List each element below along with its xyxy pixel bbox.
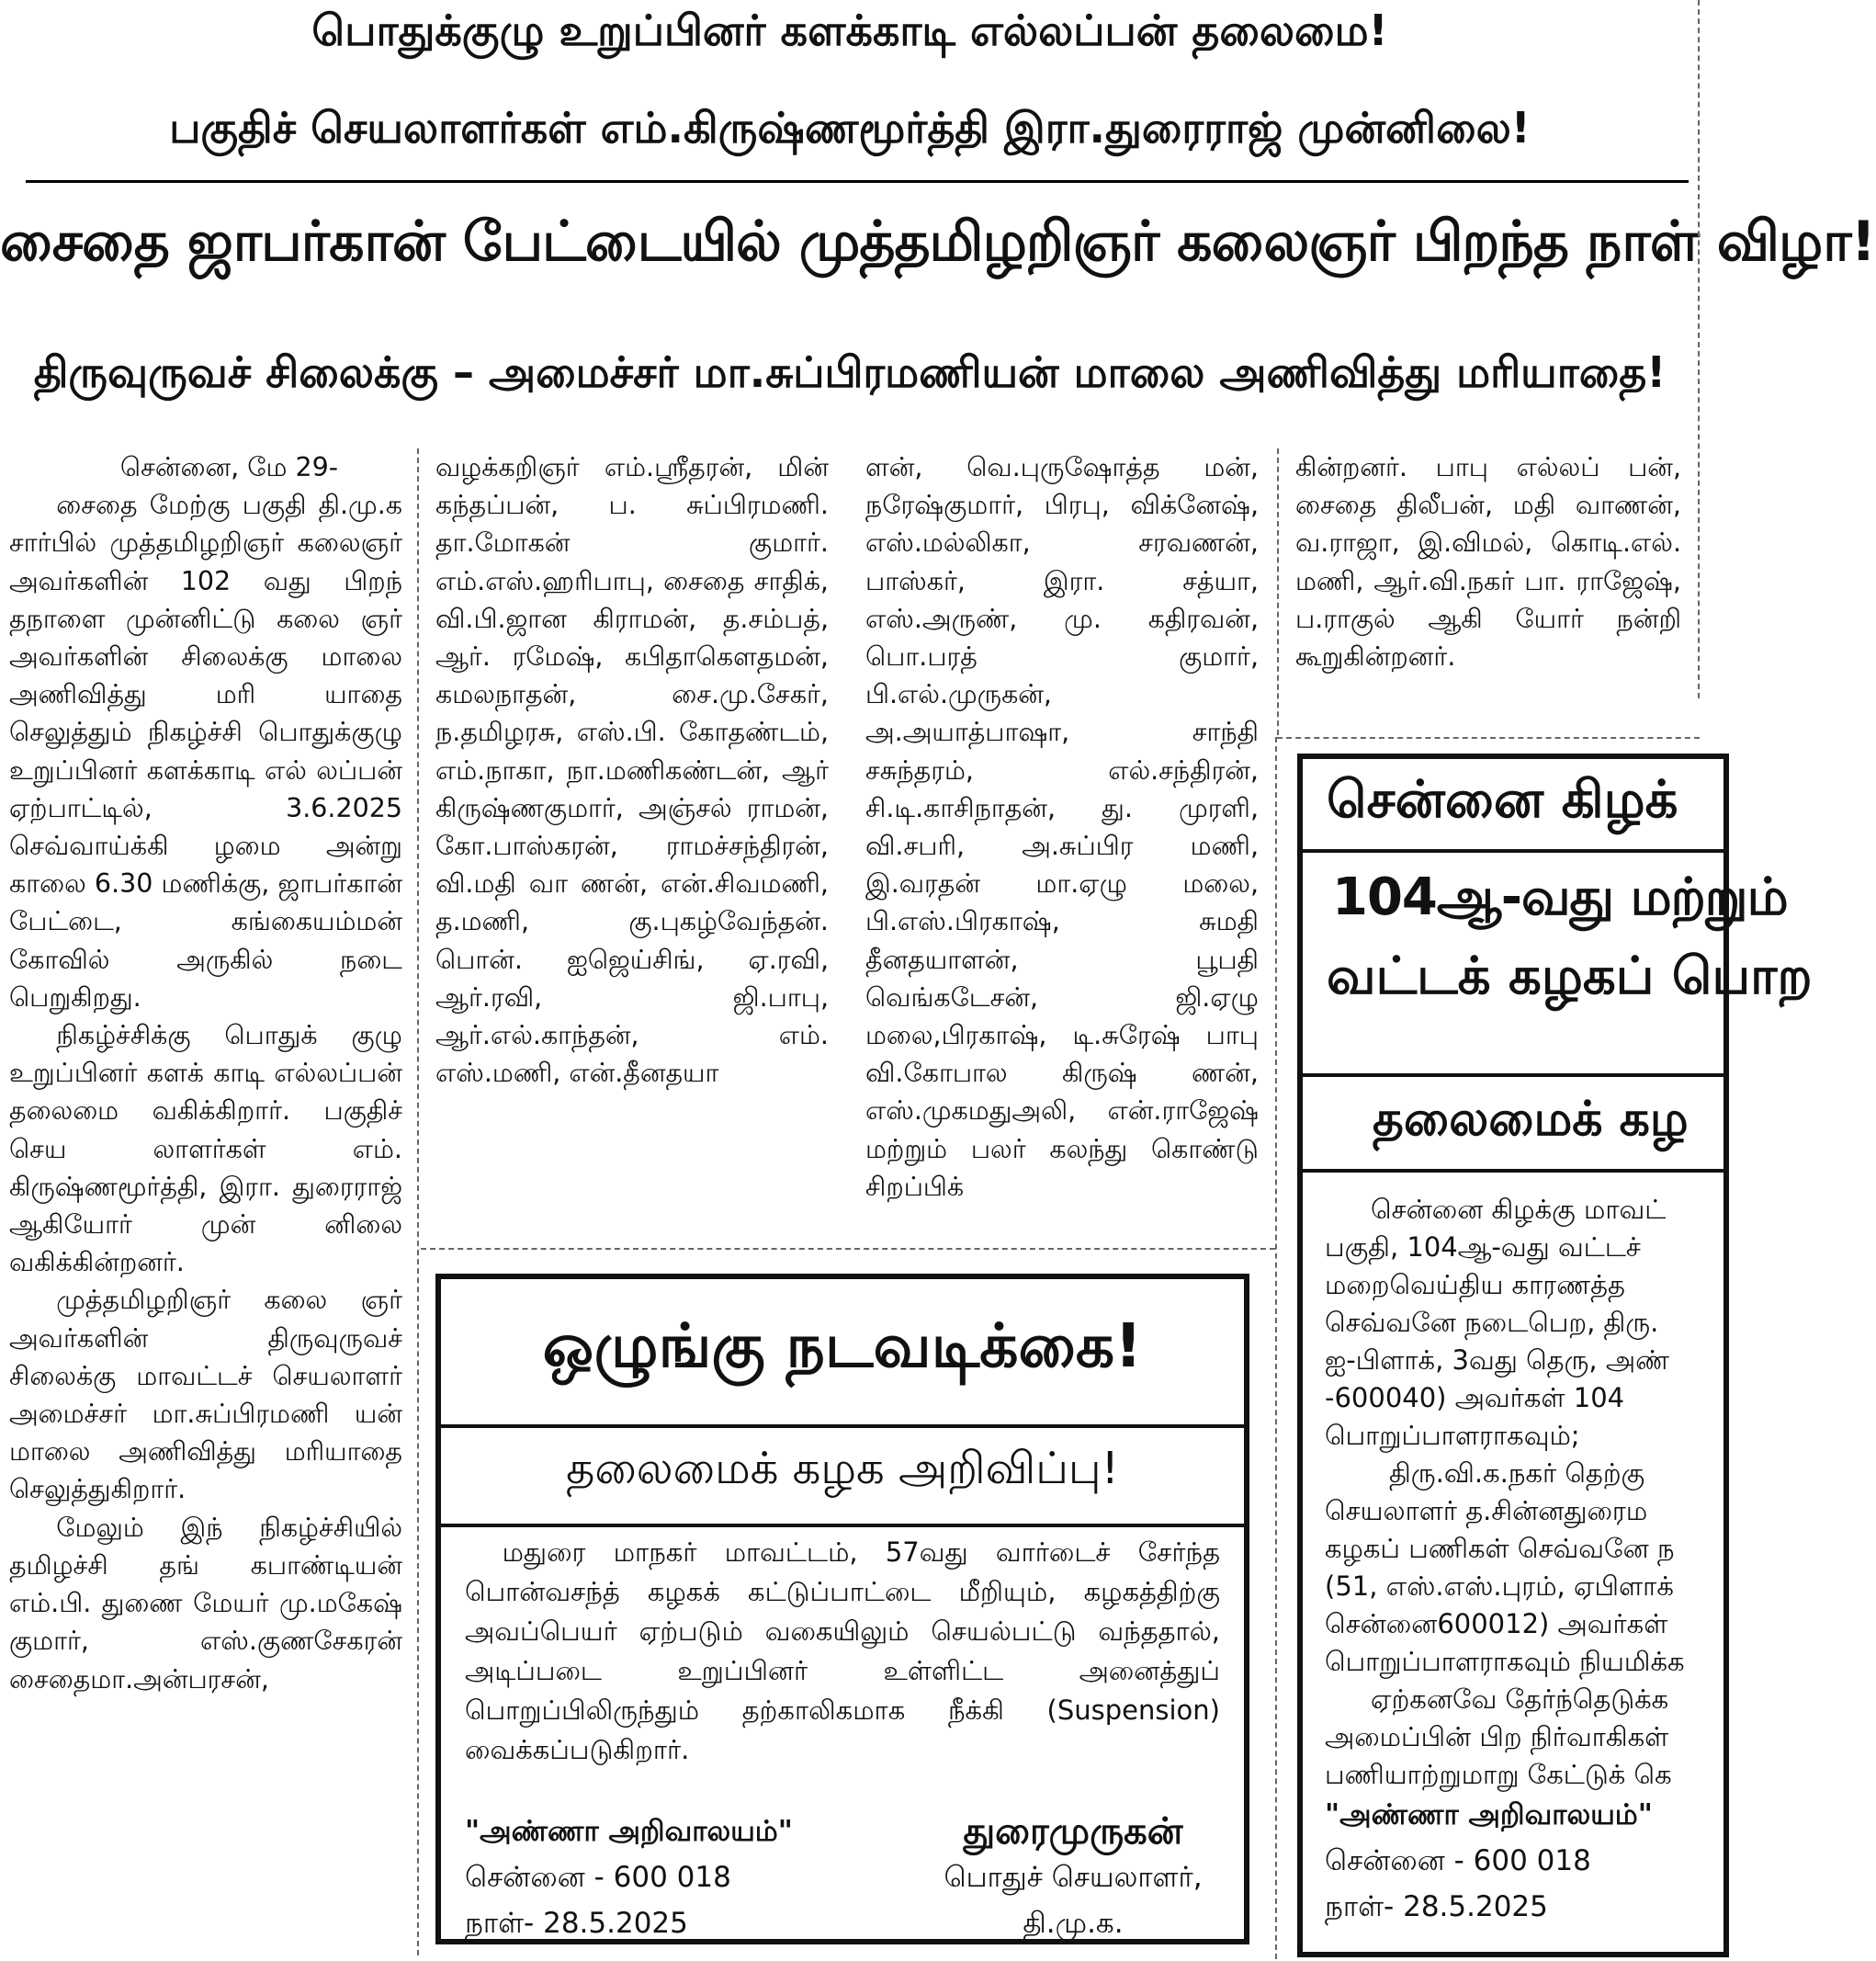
right-notice-title-3: வட்டக் கழகப் பொற [1327,946,1813,1006]
right-notice-body [1325,1191,1876,1794]
section-divider [421,1248,1275,1250]
right-notice-line: திரு.வி.க.நகர் தெற்கு [1389,1457,1645,1489]
notice-party: தி.மு.க. [1023,1907,1124,1940]
section-divider [1277,737,1700,739]
right-notice-line: சென்னை600012) அவர்கள் [1325,1608,1668,1639]
main-headline: சைதை ஜாபர்கான் பேட்டையில் முத்தமிழறிஞர் கலைஞர் பிறந்த நாள் விழா! [0,210,1875,274]
right-notice-line: சென்னை கிழக்கு மாவட் [1371,1194,1667,1225]
column-divider [1277,448,1279,735]
dateline: சென்னை, மே 29- [119,452,338,482]
headline-line-1: பொதுக்குழு உறுப்பினர் களக்காடி எல்லப்பன் தலைமை! [311,6,1388,55]
right-notice-line: ஐ-பிளாக், 3வது தெரு, அண் [1325,1344,1669,1376]
article-column-3 [865,448,1259,1219]
notice-place: "அண்ணா அறிவாலயம்" [465,1815,793,1848]
right-notice-line: செயலாளர் த.சின்னதுரைம [1325,1495,1648,1526]
appointment-notice-box [1297,754,1813,1957]
article-paragraph: நிகழ்ச்சிக்கு பொதுக் குழு உறுப்பினர் களக் காடி எல்லப்பன் தலைமை வகிக்கிறார். பகுதிச் செய லாளர்கள் எம். கிருஷ்ணமூர்த்தி, இரா. துரைராஜ் ஆகியோர் முன் னிலை வகிக்கின்றனர். [9,1020,402,1278]
notice-paragraph: மதுரை மாநகர் மாவட்டம், 57வது வார்டைச் சேர்ந்த பொன்வசந்த் கழகக் கட்டுப்பாட்டை மீறியும், கழகத்திற்கு அவப்பெயர் ஏற்படும் வகையிலும் செயல்பட்டு வந்ததால், அடிப்படை உறுப்பினர் உள்ளிட்ட அனைத்துப் பொறுப்பிலிருந்தும் தற்காலிகமாக நீக்கி (Suspension) வைக்கப்படுகிறார். [465,1536,1220,1765]
notice-signatory: துரைமுருகன் [963,1810,1183,1853]
right-notice-line: மறைவெய்திய காரணத்த [1325,1269,1625,1300]
right-notice-rule [1303,1073,1723,1077]
article-column-1 [9,448,402,1955]
right-notice-line: கழகப் பணிகள் செவ்வனே ந [1325,1533,1675,1564]
sub-headline: திருவுருவச் சிலைக்கு – அமைச்சர் மா.சுப்பிரமணியன் மாலை அணிவித்து மரியாதை! [33,347,1667,397]
right-notice-address [1325,1792,1653,1930]
right-notice-subtitle: தலைமைக் கழ [1373,1092,1689,1147]
right-notice-city: சென்னை - 600 018 [1325,1844,1591,1877]
notice-address [465,1808,793,1946]
notice-body [465,1533,1220,1770]
right-notice-date: நாள்- 28.5.2025 [1325,1890,1548,1923]
notice-subtitle: தலைமைக் கழக அறிவிப்பு! [566,1443,1119,1494]
notice-rule [441,1524,1244,1527]
right-notice-line: பொறுப்பாளராகவும் நியமிக்க [1325,1646,1685,1677]
article-paragraph: ளன், வெ.புருஷோத்த மன், நரேஷ்குமார், பிரபு, விக்னேஷ், எஸ்.மல்லிகா, சரவணன், பாஸ்கர், இரா. சத்யா, எஸ்.அருண், மு. கதிரவன், பொ.பரத் குமார், பி.எல்.முருகன், அ.அயாத்பாஷா, சாந்தி சசுந்தரம், எல்.சந்திரன், சி.டி.காசிநாதன், து. முரளி, வி.சபரி, அ.சுப்பிர மணி, இ.வரதன் மா.ஏழு மலை, பி.எஸ்.பிரகாஷ், சுமதி தீனதயாளன், பூபதி வெங்கடேசன், ஜி.ஏழு மலை,பிரகாஷ், டி.சுரேஷ் பாபு வி.கோபால கிருஷ் ணன், எஸ்.முகமதுஅலி, என்.ராஜேஷ் மற்றும் பலர் கலந்து கொண்டு சிறப்பிக் [865,452,1259,1202]
notice-designation: பொதுச் செயலாளர், [944,1861,1203,1894]
notice-signature [926,1808,1220,1946]
notice-rule [441,1424,1244,1428]
right-notice-line: ஏற்கனவே தேர்ந்தெடுக்க [1371,1683,1669,1715]
article-column-4 [1295,448,1681,717]
article-column-2 [435,448,829,1219]
notice-date: நாள்- 28.5.2025 [465,1907,688,1940]
article-paragraph: முத்தமிழறிஞர் கலை ஞர் அவர்களின் திருவுருவச் சிலைக்கு மாவட்டச் செயலாளர் அமைச்சர் மா.சுப்பிரமணி யன் மாலை அணிவித்து மரியாதை செலுத்துகிறார். [9,1285,402,1505]
article-paragraph: கின்றனர். பாபு எல்லப் பன், சைதை திலீபன், மதி வாணன், வ.ராஜா, இ.விமல், கொடி.எல். மணி, ஆர்.வி.நகர் பா. ராஜேஷ், ப.ராகுல் ஆகி யோர் நன்றி கூறுகின்றனர். [1295,452,1681,673]
right-notice-line: அமைப்பின் பிற நிர்வாகிகள் [1325,1721,1669,1752]
notice-city: சென்னை - 600 018 [465,1861,731,1894]
right-notice-line: பொறுப்பாளராகவும்; [1325,1420,1580,1451]
right-notice-line: பணியாற்றுமாறு கேட்டுக் கெ [1325,1759,1672,1790]
right-notice-rule [1303,849,1723,853]
right-notice-title-1: சென்னை கிழக் [1327,770,1678,830]
right-notice-line: -600040) அவர்கள் 104 [1325,1382,1625,1413]
right-notice-title-2: 104ஆ-வது மற்றும் [1332,867,1788,927]
notice-title: ஒழுங்கு நடவடிக்கை! [542,1310,1143,1381]
right-notice-line: பகுதி, 104ஆ-வது வட்டச் [1325,1231,1641,1263]
headline-line-2: பகுதிச் செயலாளர்கள் எம்.கிருஷ்ணமூர்த்தி இரா.துரைராஜ் முன்னிலை! [169,103,1531,153]
edge-divider [1698,0,1700,698]
article-paragraph: மேலும் இந் நிகழ்ச்சியில் தமிழச்சி தங் கபாண்டியன் எம்.பி. துணை மேயர் மு.மகேஷ் குமார், எஸ்.குணசேகரன் சைதைமா.அன்பரசன், [9,1512,402,1695]
article-paragraph: சைதை மேற்கு பகுதி தி.மு.க சார்பில் முத்தமிழறிஞர் கலைஞர் அவர்களின் 102 வது பிறந் தநாளை முன்னிட்டு கலை ஞர் அவர்களின் சிலைக்கு மாலை அணிவித்து மரி யாதை செலுத்தும் நிகழ்ச்சி பொதுக்குழு உறுப்பினர் களக்காடி எல் லப்பன் ஏற்பாட்டில், 3.6.2025 செவ்வாய்க்கி ழமை அன்று காலை 6.30 மணிக்கு, ஜாபர்கான் பேட்டை, கங்கையம்மன் கோவில் அருகில் நடை பெறுகிறது. [9,490,402,1013]
column-divider [417,448,419,1955]
column-divider [1275,737,1277,1959]
headline-rule [26,180,1689,183]
right-notice-rule [1303,1169,1723,1173]
disciplinary-notice-box [435,1274,1249,1944]
article-paragraph: வழக்கறிஞர் எம்.ஸ்ரீதரன், மின் கந்தப்பன், ப. சுப்பிரமணி. தா.மோகன் குமார். எம்.எஸ்.ஹரிபாபு, சைதை சாதிக், வி.பி.ஜான கிராமன், த.சம்பத், ஆர். ரமேஷ், கபிதாகௌதமன், கமலநாதன், சை.மு.சேகர், ந.தமிழரசு, எஸ்.பி. கோதண்டம், எம்.நாகா, நா.மணிகண்டன், ஆர் கிருஷ்ணகுமார், அஞ்சல் ராமன், கோ.பாஸ்கரன், ராமச்சந்திரன், வி.மதி வா ணன், என்.சிவமணி, த.மணி, கு.புகழ்வேந்தன். பொன். ஐஜெய்சிங், ஏ.ரவி, ஆர்.ரவி, ஜி.பாபு, ஆர்.எல்.காந்தன், எம். எஸ்.மணி, என்.தீனதயா [435,452,829,1089]
right-notice-place: "அண்ணா அறிவாலயம்" [1325,1798,1653,1831]
right-notice-line: (51, எஸ்.எஸ்.புரம், ஏபிளாக் [1325,1570,1674,1602]
right-notice-line: செவ்வனே நடைபெற, திரு. [1325,1307,1659,1338]
